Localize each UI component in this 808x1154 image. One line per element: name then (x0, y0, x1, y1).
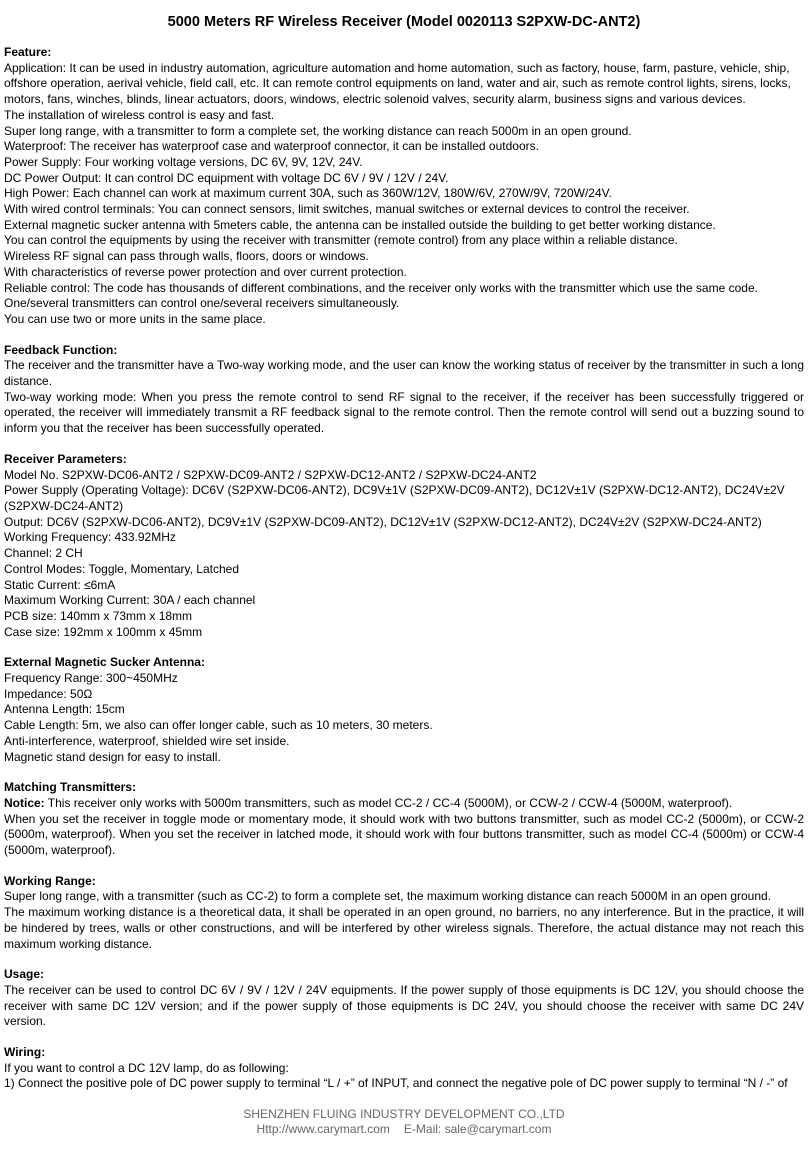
footer-contact (0, 1122, 808, 1137)
feature-line: Reliable control: The code has thousands of different combinations, and the receiver only works with the transmitter which use the same code. (4, 280, 758, 295)
wiring-line: If you want to control a DC 12V lamp, do as following: (4, 1060, 289, 1075)
antenna-heading: External Magnetic Sucker Antenna: (4, 655, 205, 670)
parameter-line: PCB size: 140mm x 73mm x 18mm (4, 608, 193, 623)
matching-transmitters-section (4, 780, 804, 859)
feature-line: One/several transmitters can control one/several receivers simultaneously. (4, 296, 400, 311)
footer-email[interactable]: E-Mail: sale@carymart.com (403, 1122, 552, 1136)
parameter-line: Case size: 192mm x 100mm x 45mm (4, 624, 203, 639)
feature-line: Super long range, with a transmitter to form a complete set, the working distance can reach 5000m in an open ground. (4, 123, 632, 138)
parameter-line: Power Supply (Operating Voltage): DC6V (S2PXW-DC06-ANT2), DC9V±1V (S2PXW-DC09-ANT2), DC12V±1V (S2PXW-DC12-ANT2), DC24V±2V (S2PXW-DC24-ANT2) (4, 483, 785, 513)
wiring-heading: Wiring: (4, 1045, 46, 1060)
usage-line: The receiver can be used to control DC 6V / 9V / 12V / 24V equipments. If the power supply of those equipments is DC 12V, you should choose the receiver with same DC 12V version; and if the power supply of those equipments is DC 24V, you should choose the receiver with same DC 24V version. (4, 982, 804, 1029)
matching-line: When you set the receiver in toggle mode or momentary mode, it should work with two buttons transmitter, such as model CC-2 (5000m), or CCW-2 (5000m, waterproof). When you set the receiver in latched mode, it should work with four buttons transmitter, such as model CC-4 (5000m) or CCW-4 (5000m, waterproof). (4, 811, 804, 858)
notice-text: This receiver only works with 5000m transmitters, such as model CC-2 / CC-4 (5000M), or CCW-2 / CCW-4 (5000M, waterproof). (44, 795, 733, 810)
antenna-line: Anti-interference, waterproof, shielded wire set inside. (4, 733, 290, 748)
notice-label: Notice: (4, 795, 45, 810)
usage-section (4, 967, 804, 1030)
notice-line (4, 796, 804, 812)
feedback-line: The receiver and the transmitter have a Two-way working mode, and the user can know the working status of receiver by the transmitter in such a long distance. (4, 358, 804, 389)
antenna-line: Magnetic stand design for easy to install. (4, 749, 221, 764)
working-range-line: The maximum working distance is a theoretical data, it shall be operated in an open ground, no barriers, no any interference. But in the practice, it will be hindered by trees, walls or other constructions, and will be interfered by other wireless signals. Therefore, the actual distance may not reach this maximum working distance. (4, 905, 804, 951)
feature-heading: Feature: (4, 45, 52, 59)
feature-line: High Power: Each channel can work at maximum current 30A, such as 360W/12V, 180W/6V, 270W/9V, 720W/24V. (4, 186, 612, 201)
document-title: 5000 Meters RF Wireless Receiver (Model 0020113 S2PXW-DC-ANT2) (167, 14, 641, 30)
feature-line: The installation of wireless control is easy and fast. (4, 107, 275, 122)
antenna-line: Frequency Range: 300~450MHz (4, 671, 178, 686)
feature-line: DC Power Output: It can control DC equipment with voltage DC 6V / 9V / 12V / 24V. (4, 170, 449, 185)
working-range-heading: Working Range: (4, 873, 96, 888)
feature-line: With wired control terminals: You can connect sensors, limit switches, manual switches or external devices to control the receiver. (4, 202, 690, 217)
feature-line: You can use two or more units in the same place. (4, 311, 266, 326)
feedback-line: Two-way working mode: When you press the remote control to send RF signal to the receiver, if the receiver has been successfully triggered or operated, the receiver will immediately transmit a RF feedback signal to the remote control. Then the remote control will send out a buzzing sound to inform you that the receiver has been successfully operated. (4, 389, 804, 436)
working-range-section (4, 874, 804, 953)
wiring-line: 1) Connect the positive pole of DC power supply to terminal “L / +” of INPUT, and connect the negative pole of DC power supply to terminal “N / -” of (4, 1076, 788, 1091)
antenna-line: Antenna Length: 15cm (4, 702, 125, 717)
parameter-line: Working Frequency: 433.92MHz (4, 530, 176, 545)
parameter-line: Maximum Working Current: 30A / each channel (4, 593, 256, 608)
antenna-line: Impedance: 50Ω (4, 686, 93, 701)
parameter-line: Static Current: ≤6mA (4, 577, 116, 592)
matching-transmitters-heading: Matching Transmitters: (4, 780, 137, 795)
feature-line: Waterproof: The receiver has waterproof case and waterproof connector, it can be installed outdoors. (4, 139, 539, 154)
parameter-line: Model No. S2PXW-DC06-ANT2 / S2PXW-DC09-ANT2 / S2PXW-DC12-ANT2 / S2PXW-DC24-ANT2 (4, 467, 537, 482)
feature-line: Wireless RF signal can pass through walls, floors, doors or windows. (4, 249, 369, 264)
working-range-line: Super long range, with a transmitter (such as CC-2) to form a complete set, the maximum working distance can reach 5000M in an open ground. (4, 889, 772, 904)
feature-line: Application: It can be used in industry automation, agriculture automation and home automation, such as factory, house, farm, pasture, vehicle, ship, offshore operation, aerival vehicle, field call, etc. It can remote control equipments on land, water and air, such as remote control lights, sirens, locks, motors, fans, winches, blinds, linear actuators, doors, windows, electric solenoid valves, security alarm, business signs and various devices. (4, 60, 791, 107)
feedback-section (4, 343, 804, 437)
feedback-heading: Feedback Function: (4, 342, 118, 357)
antenna-section (4, 655, 804, 765)
feature-line: You can control the equipments by using the receiver with transmitter (remote control) from any place within a reliable distance. (4, 233, 678, 248)
footer-company: SHENZHEN FLUING INDUSTRY DEVELOPMENT CO.,LTD (243, 1107, 565, 1121)
wiring-section (4, 1045, 804, 1092)
feature-section (4, 45, 804, 328)
antenna-line: Cable Length: 5m, we also can offer longer cable, such as 10 meters, 30 meters. (4, 718, 433, 733)
footer-website[interactable]: Http://www.carymart.com (256, 1122, 390, 1136)
feature-line: Power Supply: Four working voltage versions, DC 6V, 9V, 12V, 24V. (4, 154, 363, 169)
parameter-line: Control Modes: Toggle, Momentary, Latched (4, 561, 240, 576)
receiver-parameters-heading: Receiver Parameters: (4, 451, 127, 466)
page-footer (0, 1107, 808, 1137)
usage-heading: Usage: (4, 967, 45, 982)
receiver-parameters-section (4, 452, 804, 640)
parameter-line: Output: DC6V (S2PXW-DC06-ANT2), DC9V±1V (S2PXW-DC09-ANT2), DC12V±1V (S2PXW-DC12-ANT2), DC24V±2V (S2PXW-DC24-ANT2) (4, 514, 762, 529)
document-page (4, 0, 804, 1107)
feature-line: External magnetic sucker antenna with 5meters cable, the antenna can be installed outside the building to get better working distance. (4, 217, 716, 232)
feature-line: With characteristics of reverse power protection and over current protection. (4, 264, 407, 279)
parameter-line: Channel: 2 CH (4, 546, 83, 561)
